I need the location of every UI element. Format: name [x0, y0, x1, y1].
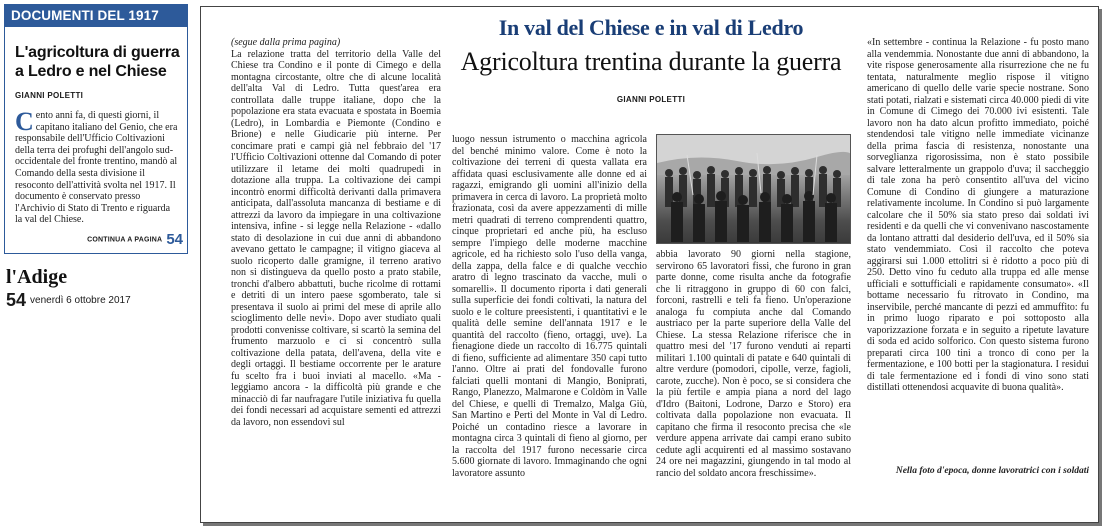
- photo-caption: Nella foto d'epoca, donne lavoratrici con i soldati: [895, 466, 1089, 476]
- teaser-title[interactable]: L'agricoltura di guerra a Ledro e nel Chiese: [15, 44, 180, 80]
- masthead-name: l'Adige: [6, 266, 68, 288]
- group-photo-icon: [656, 134, 851, 244]
- article-column-2: [452, 134, 647, 517]
- masthead-date-line: [6, 290, 131, 311]
- article: [200, 6, 1099, 523]
- teaser-author: GIANNI POLETTI: [15, 91, 84, 100]
- teaser-body: [15, 107, 179, 226]
- teaser-continue[interactable]: [5, 231, 187, 249]
- continue-page[interactable]: 54: [166, 231, 183, 249]
- column-1-text: La relazione tratta del territorio della Valle del Chiese tra Condino e il ponte di Cimego e della montagna circostante, oltre che di alcune località dell'alta Val di Ledro. Tutta quest'area era controllata dalle truppe italiane, dopo che la popolazione era stata evacuata e spostata in Boemia (Ledro), in Lombardia e Piemonte (Condino e Brione) e nelle Giudicarie più interne. Per concimare prati e campi già nel febbraio del '17 l'Ufficio Coltivazioni ottenne dal Comando di poter utilizzare il letame dei molti quadrupedi in dotazione alla truppa. La coltivazione dei campi incontrò enormi difficoltà derivanti dalla primavera anticipata, dall'assoluta mancanza di bestiame e di attrezzi da lavoro da impiegare in una coltivazione intensiva, infine - si legge nella Relazione - «dallo stato di desolazione in cui due anni di abbandono avevano gettato le campagne; il vitigno giaceva al suolo ricoperto dalle gramigne, il terreno arativo non si distingueva da quello posto a prato stabile, tronchi d'albero abbattuti, buche ricolme di rottami e detriti di un intero paese sgomberato, tale si presentava il suolo ai primi del mese di aprile allo scioglimento delle nevi». Dopo aver studiato quali prodotti convenisse coltivare, si scartò la semina del frumento marzuolo e ci si concentrò sulla coltivazione della patata, dell'avena, della vite e degli ortaggi. Il bestiame occorrente per le arature fu scelto fra i buoi inviati al macello. «Ma - leggiamo ancora - la difficoltà più grande e che minacciò di far naufragare l'utile iniziativa fu quella dei fondi necessari ad acquistare sementi ed attrezzi da lavoro, non essendovi sul: [231, 48, 441, 428]
- article-kicker: In val del Chiese e in val di Ledro: [498, 15, 804, 40]
- teaser-dropcap: C: [15, 107, 34, 136]
- column-4-text: «In settembre - continua la Relazione - fu posto mano alla vendemmia. Nonostante due anni di abbandono, la vite rispose generosamente alla risurrezione che ne fu tentata, naturalmente meglio rispose il vitigno americano di quello delle varie specie nostrane. Sono stati potati, rialzati e sistemati circa 40.000 piedi di vite in Comune di Cimego dei 70.000 ivi esistenti. Tale lavoro non ha dato alcun profitto immediato, poiché stendendosi tale vitigno nelle immediate vicinanze della prima fascia di resistenza, nonostante una sorveglianza rigorosissima, non è stato possibile salvare letteralmente un grappolo d'uva; il saccheggio di tale zona ha però consentito all'uva del vicino Comune di Condino di giungere a maturazione relativamente incolume. In Condino si può largamente calcolare che il 50% sia stato preso dai soldati ivi residenti e da quelli che vi convenivano nascostamente da lontano attratti dal desiderio dell'uva, ed il 50% sia stato vendemmiato. Così il raccolto che poteva aggirarsi sui 1.000 ettolitri si è ridotto a poco più di 250. Detto vino fu ceduto alla truppa ed alle mense ufficiali e sottufficiali e rapidamente consumato». «Il bottame necessario fu ritrovato in Condino, ma inservibile, perché mancante di pezzi ed ammuffito: fu in primo luogo riparato e poi sottoposto alla vaporizzazione forzata e in seguito a ripetute lavature di soda ed acido solforico. Con questo sistema furono preparati circa 100 tini a tronco di cono per la fermentazione, e 100 botti per la stagionatura. I residui di tale fermentazione ed i fondi di vino sono stati distillati ottenendosi acquavite di buona qualità».: [867, 37, 1089, 393]
- masthead-date: venerdì 6 ottobre 2017: [30, 295, 131, 306]
- article-title: Agricoltura trentina durante la guerra: [460, 47, 842, 76]
- column-3-text: abbia lavorato 90 giorni nella stagione, servirono 65 lavoratori fissi, che furono in gran parte donne, come risulta anche da fotografie che li ritraggono in gruppo di 60 con falci, forconi, rastrelli e teli fa fieno. Un'operazione analoga fu compiuta anche dal Comando austriaco per la parte superiore della Valle del Chiese. La stessa Relazione riferisce che in quattro mesi del '17 furono venduti ai reparti militari 1.100 quintali di patate e 640 quintali di altre verdure (pomodori, cipolle, verze, fagioli, carote, zucche). Non è poco, se si considera che la più fertile e ampia piana a nord del lago d'Idro (Baitoni, Lodrone, Darzo e Storo) era coltivata dalla popolazione non evacuata. Il capitano che firma il resoconto precisa che «le verdure appena arrivate dai campi erano subito cedute agli acquirenti ed al massimo sostavano 24 ore nei magazzini, giungendo in tal modo al rancio del soldato ancora freschissime».: [656, 249, 851, 479]
- teaser-body-text: ento anni fa, di questi giorni, il capitano italiano del Genio, che era responsabile dell'Ufficio Coltivazioni della terra dei profughi dell'angolo sud-occidentale del fronte trentino, mandò al Comando della sesta divisione il resoconto dell'attività svolta nel 1917. Il documento è conservato presso l'Archivio di Stato di Trento e riguarda la val del Chiese.: [15, 110, 178, 226]
- masthead-page: 54: [6, 290, 27, 310]
- article-author: GIANNI POLETTI: [616, 95, 686, 104]
- column-2-text: luogo nessun istrumento o macchina agricola del benché minimo valore. Come è noto la coltivazione dei terreni di questa vallata era affidata quasi esclusivamente alle donne ed ai ragazzi, emigrando gli uomini all'inizio della primavera in cerca di lavoro. La proprietà molto frazionata, così da avere appezzamenti di mille metri quadrati di terreno comprendenti quattro, cinque proprietari ed anche più, ha escluso sempre l'impiego delle moderne macchine agricole, ed ha richiesto solo l'uso della vanga, della zappa, della falce e di qualche vecchio aratro di legno trascinato da vacche, muli o somarelli». Il documento riporta i dati generali sulla superficie dei fondi coltivati, la natura del suolo e le colture preesistenti, i quantitativi e le qualità delle semine dell'annata 1917 e le quantità del raccolto (fieno, ortaggi, uve). La fienagione diede un raccolto di 16.775 quintali di fieno, sufficiente ad alimentare 350 capi tutto l'anno. Oltre ai prati del fondovalle furono falciati quelli montani di Mangio, Boniprati, Rango, Planezzo, Malmarone e Coldòm in Valle del Chiese, e quelli di Tremalzo, Malga Giù, San Martino e Pertì del Monte in Val di Ledro. Poiché un contadino riesce a lavorare in montagna circa 3 quintali di fieno al giorno, per la raccolta del 1917 furono necessarie circa 5.600 giornate di lavoro. Immaginando che ogni lavoratore assunto: [452, 134, 647, 479]
- photo-figures: [657, 135, 851, 244]
- article-header: [451, 15, 851, 104]
- continue-label[interactable]: CONTINUA A PAGINA: [87, 236, 163, 244]
- segue-note: (segue dalla prima pagina): [231, 37, 341, 48]
- article-column-1: [231, 37, 441, 517]
- teaser-kicker: DOCUMENTI DEL 1917: [5, 5, 187, 27]
- article-column-3: [656, 249, 851, 517]
- article-column-4: [867, 37, 1089, 463]
- teaser-box: [4, 4, 188, 254]
